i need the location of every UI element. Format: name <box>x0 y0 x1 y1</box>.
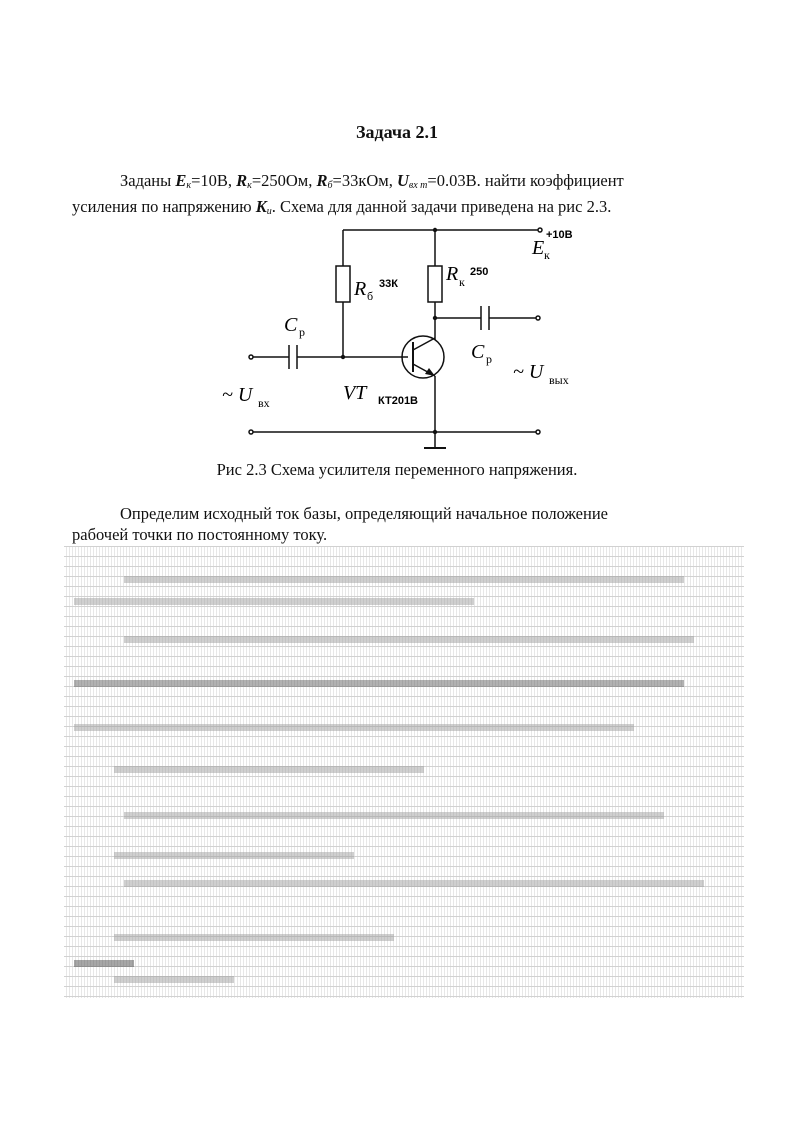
emitter-arrow <box>425 368 435 376</box>
ek-subscript: к <box>186 180 192 191</box>
problem-intro: Заданы <box>120 171 176 190</box>
vt-model-label: КТ201В <box>378 395 419 407</box>
base-junction-dot <box>341 355 345 359</box>
obscured-text-smudge <box>124 812 664 819</box>
ek-symbol: E <box>175 171 187 190</box>
supply-terminal <box>538 228 542 232</box>
figure-caption: Рис 2.3 Схема усилителя переменного напряжения. <box>216 460 578 479</box>
cp-out-label-sub: р <box>486 352 492 366</box>
rk-resistor <box>428 266 442 302</box>
input-ground-terminal <box>249 430 253 434</box>
uin-label-sub: вх <box>258 396 270 410</box>
obscured-text-smudge <box>114 934 394 941</box>
rk-value-label: 250 <box>470 266 489 278</box>
ground-junction-dot <box>433 430 437 434</box>
amplifier-schematic <box>0 0 794 460</box>
cp-in-label-sub: р <box>299 325 305 339</box>
rb-label: R <box>354 278 367 300</box>
task-title: Задача 2.1 <box>355 122 439 142</box>
obscured-text-smudge <box>114 852 354 859</box>
rb-value-label: 33К <box>379 278 398 290</box>
uin-value: =0.03В. найти коэффициент <box>427 171 624 190</box>
uout-label-sub: вых <box>549 373 569 387</box>
uin-subscript: вх m <box>408 180 428 191</box>
obscured-text-smudge <box>124 636 694 643</box>
obscured-text-smudge <box>124 576 684 583</box>
ek-label: E <box>532 237 545 259</box>
ek-value-label: +10В <box>546 229 573 241</box>
obscured-text-smudge <box>74 680 684 687</box>
obscured-text-smudge <box>74 598 474 605</box>
rb-subscript: б <box>327 180 333 191</box>
vt-label: VT <box>343 382 367 404</box>
rail-junction-dot <box>433 228 437 232</box>
output-terminal <box>536 316 540 320</box>
rb-value: =33кОм, <box>332 171 397 190</box>
cp-out-label: C <box>471 341 485 363</box>
rk-label: R <box>446 263 459 285</box>
ek-value: =10В, <box>191 171 237 190</box>
uout-label: ~ U <box>513 361 544 383</box>
rk-value: =250Ом, <box>251 171 317 190</box>
obscured-ruled-area <box>64 546 744 998</box>
transistor-body <box>402 336 444 378</box>
problem-text-2: . Схема для данной задачи приведена на рис 2.3. <box>271 197 612 216</box>
rb-symbol: R <box>316 171 328 190</box>
uin-label: ~ U <box>222 384 253 406</box>
paragraph-2-line-2: рабочей точки по постоянному току. <box>72 525 328 544</box>
cp-in-label: C <box>284 314 298 336</box>
ek-label-sub: к <box>544 248 550 262</box>
obscured-text-smudge <box>74 960 134 967</box>
obscured-text-smudge <box>114 766 424 773</box>
transistor-collector <box>413 338 435 350</box>
input-terminal <box>249 355 253 359</box>
paragraph-2 <box>72 503 732 545</box>
paragraph-2-line-1: Определим исходный ток базы, определяющий начальное положение <box>120 504 608 523</box>
obscured-text-smudge <box>74 724 634 731</box>
rb-resistor <box>336 266 350 302</box>
output-ground-terminal <box>536 430 540 434</box>
uin-symbol: U <box>396 171 409 190</box>
rk-label-sub: к <box>459 275 465 289</box>
problem-text-1: усиления по напряжению <box>72 197 256 216</box>
collector-junction-dot <box>433 316 437 320</box>
ku-subscript: u <box>266 206 272 217</box>
obscured-text-smudge <box>114 976 234 983</box>
rb-label-sub: б <box>367 289 374 303</box>
rk-symbol: R <box>236 171 248 190</box>
ku-symbol: K <box>255 197 267 216</box>
obscured-text-smudge <box>124 880 704 887</box>
rk-subscript: к <box>247 180 252 191</box>
